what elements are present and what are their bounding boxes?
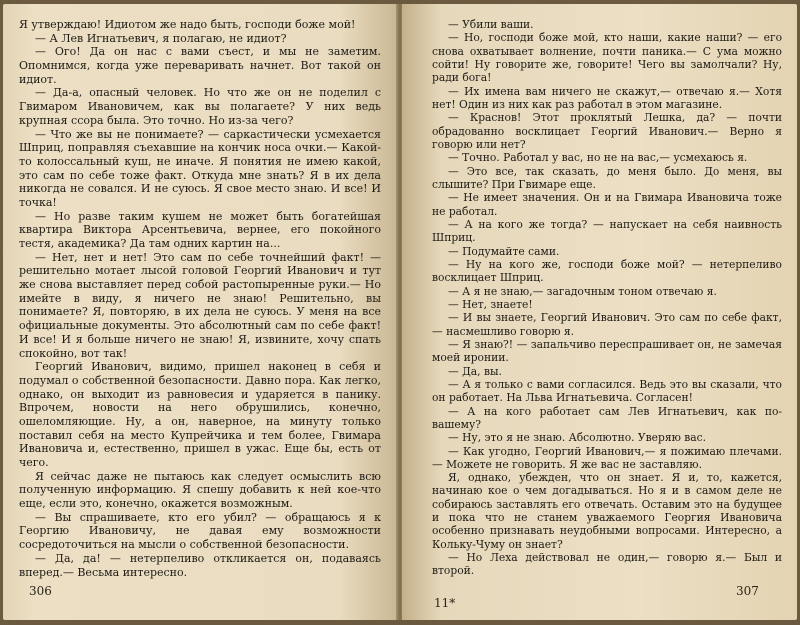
paragraph: — Ну на кого же, господи боже мой? — нетерпеливо восклицает Шприц. — [432, 257, 782, 285]
paragraph: — Да-а, опасный человек. Но что же он не поделил с Гвимаром Ивановичем, как вы полагаете? У них ведь крупная ссора была. Это точно. Но из-за чего? — [19, 86, 381, 127]
paragraph: — Что же вы не понимаете? — саркастически усмехается Шприц, поправляя съехавшие на кончик носа очки.— Какой-то колоссальный куш, не иначе. Я понятия не имею какой, это сам по себе тоже факт. Откуда мне знать? Я в их дела никогда не совался. И не суюсь. Я свое место знаю. И все! И точка! — [19, 127, 381, 209]
paragraph: — Но Леха действовал не один,— говорю я.— Был и второй. — [432, 551, 782, 578]
paragraph: — Точно. Работал у вас, но не на вас,— усмехаюсь я. — [448, 151, 748, 165]
paragraph: — Но, господи боже мой, кто наши, какие наши? — его снова охватывает волнение, почти паника.— С ума можно сойти! Ну говорите же, говорите! Чего вы замолчали? Ну, ради бога! — [432, 31, 782, 85]
paragraph: — Я знаю?! — запальчиво переспрашивает он, не замечая моей иронии. — [432, 337, 782, 365]
paragraph: — Их имена вам ничего не скажут,— отвечаю я.— Хотя нет! Один из них как раз работал в этом магазине. — [432, 84, 782, 111]
paragraph: — Ого! Да он нас с вами съест, и мы не заметим. Опомнимся, когда уже переваривать начнет. Вот такой он идиот. — [19, 45, 381, 86]
paragraph: Я утверждаю! Идиотом же надо быть, господи боже мой! — [19, 18, 356, 31]
left-page — [3, 4, 398, 620]
paragraph: — А Лев Игнатьевич, я полагаю, не идиот? — [35, 31, 287, 45]
paragraph: — А на кого же тогда? — напускает на себя наивность Шприц. — [432, 217, 782, 245]
paragraph: Я сейчас даже не пытаюсь как следует осмыслить всю полученную информацию. Я спешу добавить к ней кое-что еще, если это, конечно, окажется возможным. — [19, 469, 381, 511]
paragraph: — Краснов! Этот проклятый Лешка, да? — почти обрадованно восклицает Георгий Иванович.— Верно я говорю или нет? — [432, 111, 782, 151]
paragraph: — А я только с вами согласился. Ведь это вы сказали, что он работает. На Льва Игнатьевича. Согласен! — [432, 377, 782, 405]
paragraph: — И вы знаете, Георгий Иванович. Это сам по себе факт,— насмешливо говорю я. — [432, 311, 782, 338]
printer-signature: 11* — [434, 596, 456, 610]
right-page-number: 307 — [736, 584, 759, 598]
left-page-number: 306 — [29, 584, 52, 598]
paragraph: — Но разве таким кушем не может быть богатейшая квартира Виктора Арсентьевича, вернее, его покойного тестя, академика? Да там одних картин на... — [19, 209, 381, 250]
paragraph: — А на кого работает сам Лев Игнатьевич, как по-вашему? — [432, 404, 782, 431]
paragraph: — Это все, так сказать, до меня было. До меня, вы слышите? При Гвимаре еще. — [432, 164, 782, 191]
paragraph: — Вы спрашиваете, кто его убил? — обращаюсь я к Георгию Ивановичу, не давая ему возможности сосредоточиться на мысли о собственной безопасности. — [19, 510, 381, 552]
paragraph: — Ну, это я не знаю. Абсолютно. Уверяю вас. — [448, 431, 707, 445]
paragraph: Я, однако, убежден, что он знает. Я и, то, кажется, начинаю кое о чем догадываться. Но я и в самом деле не собираюсь заставлять его отвечать. Оставим это на будущее и пока что не станем уважаемого Георгия Ивановича особенно признавать неудобными вопросами. Интересно, а Кольку-Чуму он знает? — [432, 471, 782, 551]
right-page-text — [432, 18, 782, 578]
paragraph: — Убили ваши. — [448, 18, 534, 31]
paragraph: Георгий Иванович, видимо, пришел наконец в себя и подумал о собственной безопасности. Давно пора. Как легко, однако, он выходит из равновесия и ударяется в панику. Впрочем, новости на него обрушились, конечно, ошеломляющие. Ну, а он, наверное, на минуту только поставил себя на место Купрейчика и тем более, Гвимара Ивановича и, естественно, пришел в ужас. Еще бы, есть от чего. — [19, 360, 381, 469]
paragraph: — Как угодно, Георгий Иванович,— я пожимаю плечами.— Можете не говорить. Я же вас не заставляю. — [432, 444, 782, 471]
paragraph: — Подумайте сами. — [448, 244, 560, 258]
left-page-text — [19, 18, 381, 579]
paragraph: — А я не знаю,— загадочным тоном отвечаю я. — [448, 284, 717, 298]
paragraph: — Не имеет значения. Он и на Гвимара Ивановича тоже не работал. — [432, 191, 782, 218]
right-page — [402, 4, 797, 620]
paragraph: — Нет, знаете! — [448, 297, 533, 311]
paragraph: — Да, вы. — [448, 364, 502, 378]
paragraph: — Да, да! — нетерпеливо откликается он, подаваясь вперед.— Весьма интересно. — [19, 551, 381, 579]
paragraph: — Нет, нет и нет! Это сам по себе точнейший факт! — решительно мотает лысой головой Георгий Иванович и тут же снова выставляет перед собой растопыренные руки.— Но имейте в виду, я ничего не знаю! Решительно, вы понимаете? Я, повторяю, в их дела не суюсь. У меня на все официальные документы. Это абсолютный сам по себе факт! И все! И я больше ничего не знаю! Я, извините, хочу спать спокойно, вот так! — [19, 250, 381, 360]
